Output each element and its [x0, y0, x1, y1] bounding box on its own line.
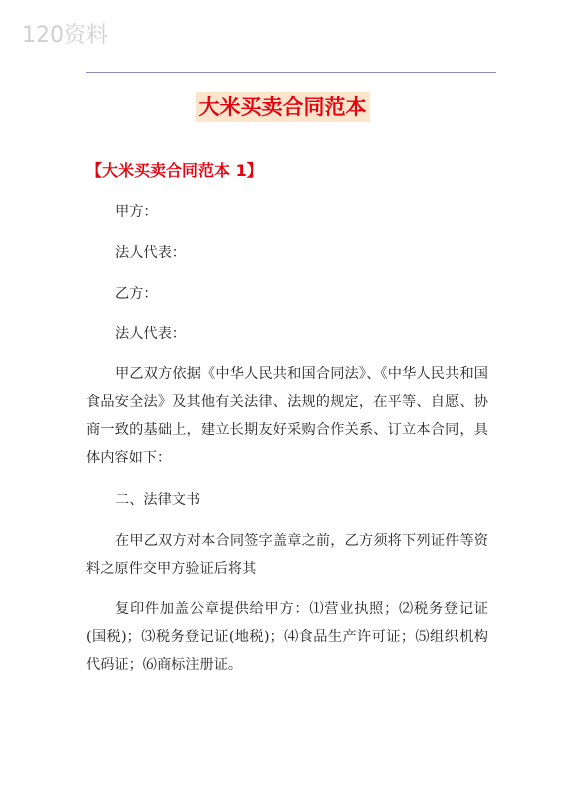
- document-title: 大米买卖合同范本: [196, 92, 370, 122]
- verification-paragraph: 在甲乙双方对本合同签字盖章之前，乙方须将下列证件等资料之原件交甲方验证后将其: [86, 533, 488, 577]
- watermark-logo: 120资料: [22, 23, 108, 48]
- header-divider: [86, 72, 496, 73]
- copies-paragraph: 复印件加盖公章提供给甲方：⑴营业执照；⑵税务登记证(国税)；⑶税务登记证(地税)；⑷食品生产许可证；⑸组织机构代码证；⑹商标注册证。: [86, 601, 488, 673]
- party-a-line: 甲方：: [115, 204, 158, 220]
- title-container: [0, 92, 565, 122]
- section-heading: 【大米买卖合同范本 1】: [86, 161, 263, 180]
- intro-paragraph: 甲乙双方依据《中华人民共和国合同法》、《中华人民共和国食品安全法》及其他有关法律、法规的规定，在平等、自愿、协商一致的基础上，建立长期友好采购合作关系、订立本合同，具体内容如下：: [86, 366, 488, 466]
- party-a-rep-line: 法人代表：: [115, 245, 186, 261]
- legal-documents-heading: 二、法律文书: [115, 492, 201, 508]
- party-b-rep-line: 法人代表：: [115, 326, 186, 342]
- party-b-line: 乙方：: [115, 286, 158, 302]
